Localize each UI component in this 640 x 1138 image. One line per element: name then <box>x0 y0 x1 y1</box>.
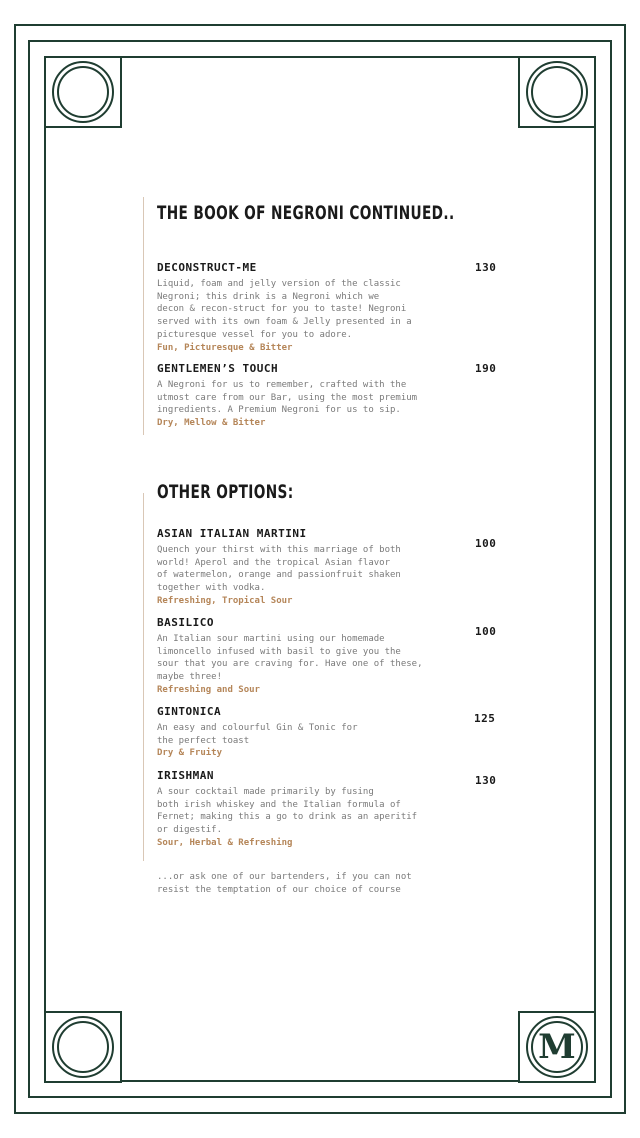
menu-item <box>157 769 502 850</box>
menu-item <box>157 616 502 697</box>
item-name: GINTONICA <box>157 705 222 718</box>
item-name: GENTLEMEN’S TOUCH <box>157 362 279 375</box>
item-price: 100 <box>475 625 497 638</box>
item-name: BASILICO <box>157 616 214 629</box>
circle-ornament-icon <box>526 61 588 123</box>
item-tags: Sour, Herbal & Refreshing <box>157 837 293 848</box>
item-description: An Italian sour martini using our homemade limoncello infused with basil to give you the sour that you are craving for. Have one of these, maybe three! <box>157 634 423 683</box>
menu-item <box>157 362 502 430</box>
item-price: 130 <box>475 774 497 787</box>
circle-ornament-icon <box>52 61 114 123</box>
item-description: An easy and colourful Gin & Tonic for the perfect toast <box>157 723 358 746</box>
item-description: Liquid, foam and jelly version of the classic Negroni; this drink is a Negroni which we decon & recon-struct for you to taste! Negroni served with its own foam & Jelly presented in a picturesque vessel for you to adore. <box>157 279 412 340</box>
item-price: 130 <box>475 261 497 274</box>
corner-top-left <box>44 56 122 128</box>
item-name: IRISHMAN <box>157 769 214 782</box>
item-name: DECONSTRUCT-ME <box>157 261 257 274</box>
section-heading: THE BOOK OF NEGRONI CONTINUED.. <box>157 202 455 224</box>
item-name: ASIAN ITALIAN MARTINI <box>157 527 307 540</box>
item-description: Quench your thirst with this marriage of both world! Aperol and the tropical Asian flavor of watermelon, orange and passionfruit shaken together with vodka. <box>157 545 401 594</box>
menu-item <box>157 261 502 354</box>
corner-bottom-left <box>44 1011 122 1083</box>
item-tags: Fun, Picturesque & Bitter <box>157 342 293 353</box>
section-divider-line <box>143 493 144 861</box>
menu-item <box>157 527 502 608</box>
circle-ornament-icon <box>52 1016 114 1078</box>
item-price: 125 <box>474 712 496 725</box>
item-tags: Dry, Mellow & Bitter <box>157 418 266 429</box>
item-description: A sour cocktail made primarily by fusing both irish whiskey and the Italian formula of Fernet; making this a go to drink as an aperitif or digestif. <box>157 787 418 836</box>
section-heading: OTHER OPTIONS: <box>157 481 294 503</box>
item-tags: Refreshing and Sour <box>157 684 260 695</box>
menu-item <box>157 705 502 760</box>
item-tags: Dry & Fruity <box>157 748 223 759</box>
monogram-logo: M <box>526 1016 588 1078</box>
item-price: 100 <box>475 537 497 550</box>
corner-top-right <box>518 56 596 128</box>
section-divider-line <box>143 197 144 435</box>
corner-bottom-right <box>518 1011 596 1083</box>
item-description: A Negroni for us to remember, crafted with the utmost care from our Bar, using the most premium ingredients. A Premium Negroni for us to sip. <box>157 380 418 416</box>
item-price: 190 <box>475 362 497 375</box>
item-tags: Refreshing, Tropical Sour <box>157 595 293 606</box>
footer-note: ...or ask one of our bartenders, if you can not resist the temptation of our choice of course <box>157 872 412 895</box>
